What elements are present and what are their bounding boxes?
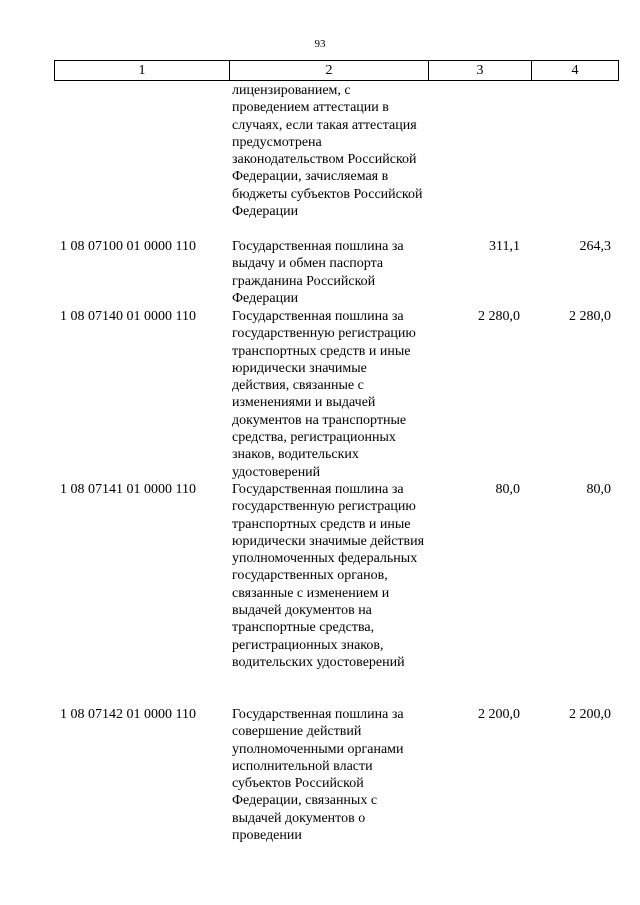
header-col-4: 4 (532, 61, 619, 81)
row-code: 1 08 07100 01 0000 110 (60, 239, 196, 254)
row-name: Государственная пошлина за выдачу и обмен паспорта гражданина Российской Федерации (232, 239, 404, 306)
row-value-col3: 311,1 (489, 239, 520, 254)
header-col-3: 3 (429, 61, 532, 81)
header-col-1: 1 (55, 61, 230, 81)
row-value-col4: 2 200,0 (569, 707, 611, 722)
header-row (55, 61, 619, 81)
row-value-col4: 2 280,0 (569, 309, 611, 324)
row-code: 1 08 07142 01 0000 110 (60, 707, 196, 722)
row-value-col4: 80,0 (586, 482, 611, 497)
row-name: Государственная пошлина за государственную регистрацию транспортных средств и иные юридически значимые действия уполномоченных федеральных государственных органов, связанные с изменением и выдачей документов на транспортные средства, регистрационных знаков, водительских удостоверений (232, 482, 425, 670)
row-name: Государственная пошлина за совершение действий уполномоченными органами исполнительной власти субъектов Российской Федерации, связанных с выдачей документов о проведении (232, 707, 404, 844)
page-number: 93 (314, 38, 326, 50)
table-header (54, 60, 619, 81)
row-value-col3: 2 280,0 (478, 309, 520, 324)
row-value-col3: 80,0 (495, 482, 520, 497)
row-code: 1 08 07141 01 0000 110 (60, 482, 196, 497)
continuation-text: лицензированием, с проведением аттестации в случаях, если такая аттестация предусмотрена законодательством Российской Федерации, зачисляемая в бюджеты субъектов Российской Федерации (232, 83, 423, 220)
row-value-col3: 2 200,0 (478, 707, 520, 722)
row-code: 1 08 07140 01 0000 110 (60, 309, 196, 324)
header-col-2: 2 (230, 61, 429, 81)
row-value-col4: 264,3 (579, 239, 611, 254)
row-name: Государственная пошлина за государственную регистрацию транспортных средств и иные юридически значимые действия, связанные с изменениями и выдачей документов на транспортные средства, регистрационных знаков, водительских удостоверений (232, 309, 416, 480)
